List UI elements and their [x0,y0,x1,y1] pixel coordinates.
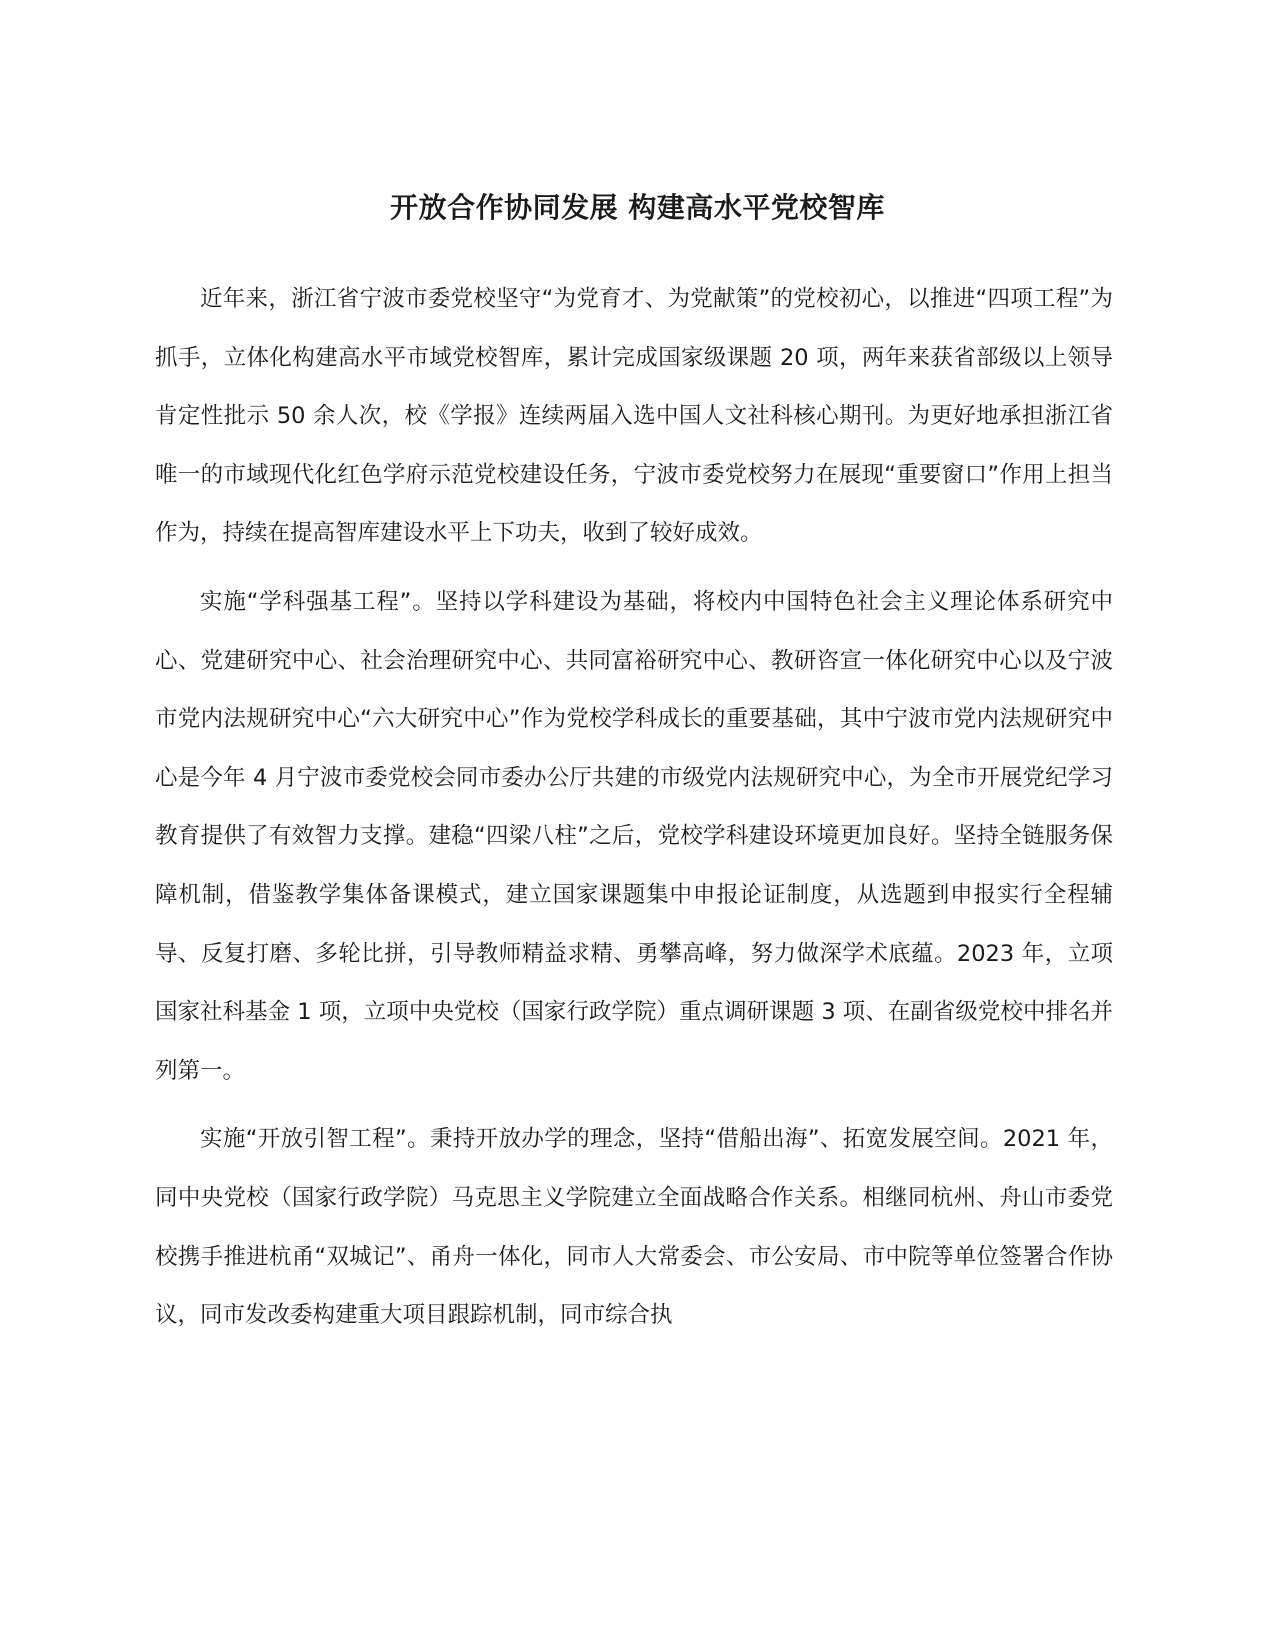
document-title: 开放合作协同发展 构建高水平党校智库 [390,191,885,224]
document-body [155,270,1113,1355]
paragraph-intro: 近年来，浙江省宁波市委党校坚守“为党育才、为党献策”的党校初心，以推进“四项工程”为抓手，立体化构建高水平市域党校智库，累计完成国家级课题 20 项，两年来获省部级以上领导肯定性批示 50 余人次，校《学报》连续两届入选中国人文社科核心期刊。为更好地承担浙江省唯一的市域现代化红色学府示范党校建设任务，宁波市委党校努力在展现“重要窗口”作用上担当作为，持续在提高智库建设水平上下功夫，收到了较好成效。 [155,286,1113,547]
paragraph-discipline-project: 实施“学科强基工程”。坚持以学科建设为基础，将校内中国特色社会主义理论体系研究中心、党建研究中心、社会治理研究中心、共同富裕研究中心、教研咨宣一体化研究中心以及宁波市党内法规研究中心“六大研究中心”作为党校学科成长的重要基础，其中宁波市党内法规研究中心是今年 4 月宁波市委党校会同市委办公厅共建的市级党内法规研究中心，为全市开展党纪学习教育提供了有效智力支撑。建稳“四梁八柱”之后，党校学科建设环境更加良好。坚持全链服务保障机制，借鉴教学集体备课模式，建立国家课题集中申报论证制度，从选题到申报实行全程辅导、反复打磨、多轮比拼，引导教师精益求精、勇攀高峰，努力做深学术底蕴。2023 年，立项国家社科基金 1 项，立项中央党校（国家行政学院）重点调研课题 3 项、在副省级党校中排名并列第一。 [155,588,1113,1084]
paragraph-open-project: 实施“开放引智工程”。秉持开放办学的理念，坚持“借船出海”、拓宽发展空间。2021 年，同中央党校（国家行政学院）马克思主义学院建立全面战略合作关系。相继同杭州、舟山市委党校携手推进杭甬“双城记”、甬舟一体化，同市人大常委会、市公安局、市中院等单位签署合作协议，同市发改委构建重大项目跟踪机制，同市综合执 [155,1126,1113,1329]
